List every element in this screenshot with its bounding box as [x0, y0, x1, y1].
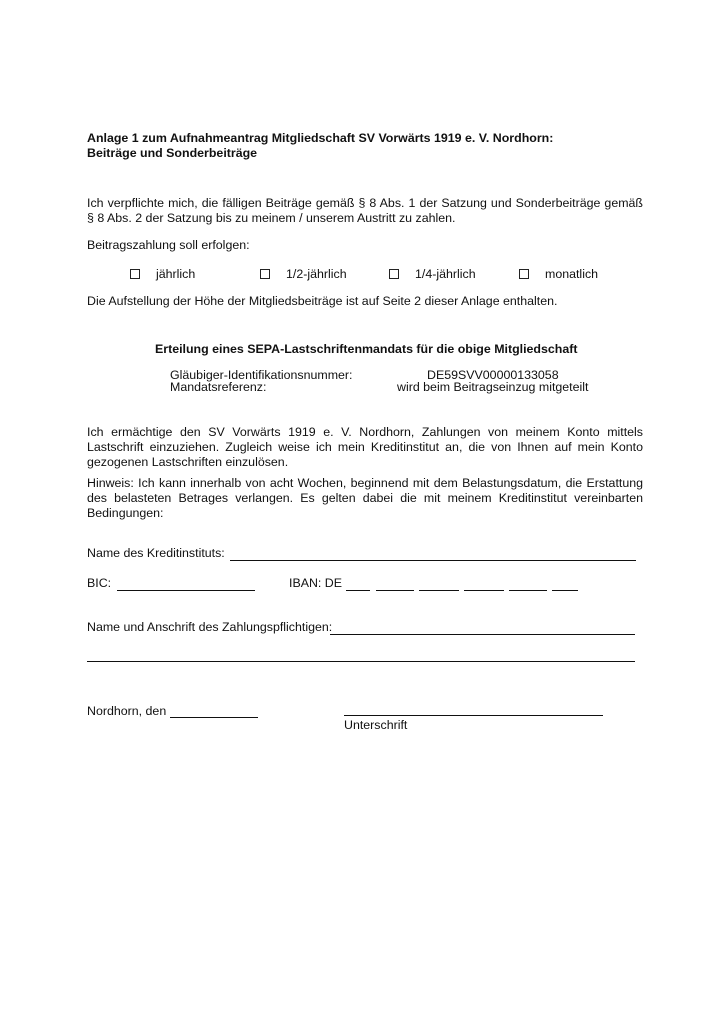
checkbox[interactable] — [519, 269, 529, 279]
iban-field-segment[interactable] — [419, 590, 459, 591]
payment-option-monthly[interactable] — [519, 267, 598, 281]
authorization-paragraph: Ich ermächtige den SV Vorwärts 1919 e. V. Nordhorn, Zahlungen von meinem Konto mittels Lastschrift einzuziehen. Zugleich weise ich mein Kreditinstitut an, die von Ihnen auf mein Konto gezogenen Lastschriften einzulösen. — [87, 425, 643, 469]
checkbox[interactable] — [260, 269, 270, 279]
iban-label: IBAN: DE — [289, 576, 343, 590]
payment-option-quarterly[interactable] — [389, 267, 476, 281]
date-field[interactable] — [170, 717, 258, 718]
payment-option-half-yearly[interactable] — [260, 267, 347, 281]
signature-label: Unterschrift — [344, 718, 408, 732]
commitment-paragraph: Ich verpflichte mich, die fälligen Beiträge gemäß § 8 Abs. 1 der Satzung und Sonderbeiträge gemäß § 8 Abs. 2 der Satzung bis zu meinem / unserem Austritt zu zahlen. — [87, 196, 643, 225]
checkbox[interactable] — [389, 269, 399, 279]
payer-address-field[interactable] — [87, 661, 635, 662]
iban-field-segment[interactable] — [346, 590, 370, 591]
payment-option-yearly[interactable] — [130, 267, 195, 281]
page-subtitle: Beiträge und Sonderbeiträge — [87, 146, 258, 160]
bic-field[interactable] — [117, 590, 255, 591]
creditor-id-value: DE59SVV00000133058 — [427, 368, 559, 382]
signature-field[interactable] — [344, 715, 603, 716]
payer-label: Name und Anschrift des Zahlungspflichtigen: — [87, 620, 333, 634]
payment-option-label: jährlich — [156, 267, 196, 281]
iban-field-segment[interactable] — [552, 590, 578, 591]
bank-name-field[interactable] — [230, 560, 636, 561]
place-date-label: Nordhorn, den — [87, 704, 167, 718]
iban-field-segment[interactable] — [464, 590, 504, 591]
payment-option-label: 1/2-jährlich — [286, 267, 347, 281]
payment-option-label: 1/4-jährlich — [415, 267, 476, 281]
iban-field-segment[interactable] — [376, 590, 414, 591]
creditor-id-label: Gläubiger-Identifikationsnummer: — [170, 368, 353, 382]
mandate-reference-label: Mandatsreferenz: — [170, 380, 267, 394]
payer-field[interactable] — [330, 634, 635, 635]
mandate-reference-value: wird beim Beitragseinzug mitgeteilt — [397, 380, 589, 394]
iban-field-segment[interactable] — [509, 590, 547, 591]
refund-hint-paragraph: Hinweis: Ich kann innerhalb von acht Wochen, beginnend mit dem Belastungsdatum, die Erstattung des belasteten Betrages verlangen. Es gelten dabei die mit meinem Kreditinstitut vereinbarten Bedingungen: — [87, 476, 643, 520]
bank-name-label: Name des Kreditinstituts: — [87, 546, 225, 560]
payment-label: Beitragszahlung soll erfolgen: — [87, 238, 250, 252]
page-title: Anlage 1 zum Aufnahmeantrag Mitgliedschaft SV Vorwärts 1919 e. V. Nordhorn: — [87, 131, 554, 145]
payment-option-label: monatlich — [545, 267, 599, 281]
fee-note: Die Aufstellung der Höhe der Mitgliedsbeiträge ist auf Seite 2 dieser Anlage enthalten. — [87, 294, 558, 308]
checkbox[interactable] — [130, 269, 140, 279]
bic-label: BIC: — [87, 576, 112, 590]
sepa-heading: Erteilung eines SEPA-Lastschriftenmandats für die obige Mitgliedschaft — [155, 342, 578, 356]
